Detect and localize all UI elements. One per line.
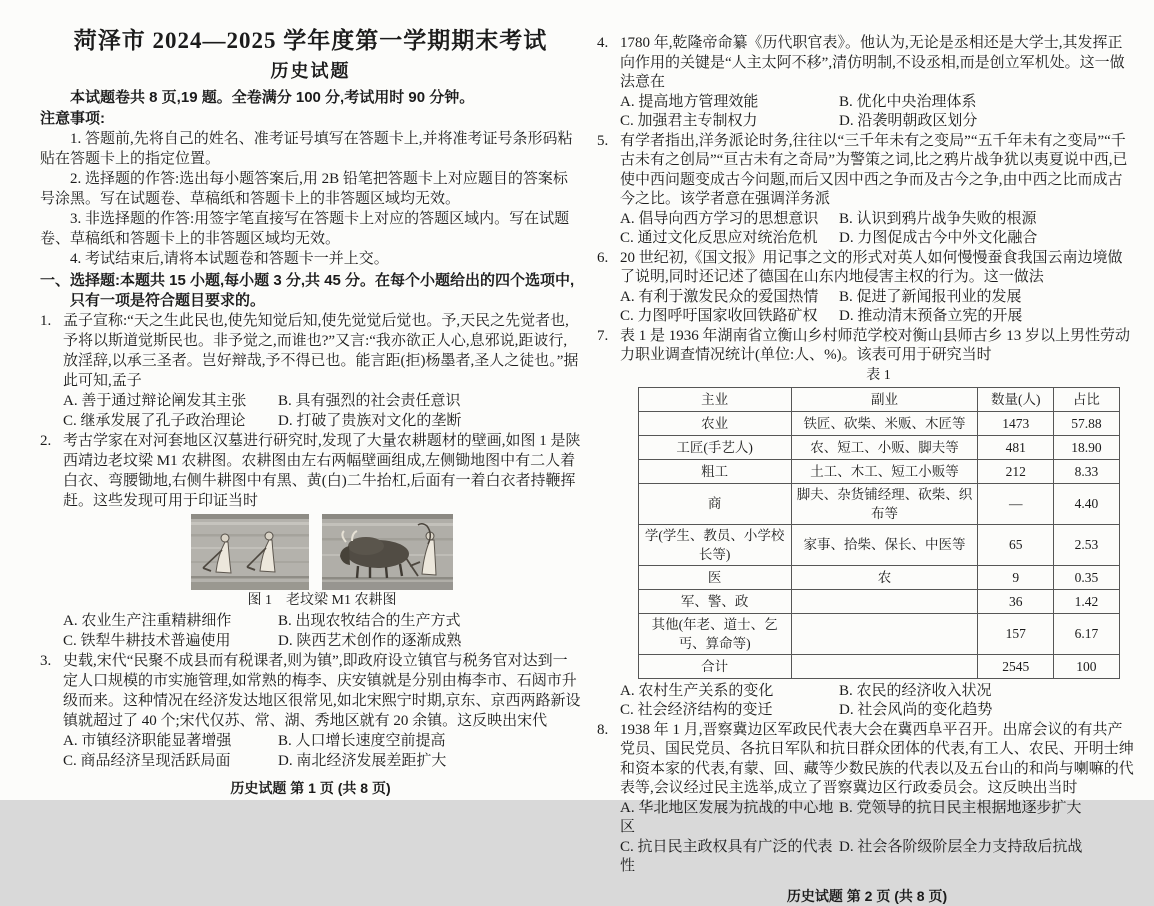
page-1-footer: 历史试题 第 1 页 (共 8 页) — [40, 778, 581, 798]
notes-heading: 注意事项: — [40, 109, 581, 129]
cell-count: 157 — [978, 613, 1054, 654]
cell-main: 农业 — [638, 411, 791, 435]
question-3 — [40, 651, 581, 771]
col-count: 数量(人) — [978, 387, 1054, 411]
notice-item-4: 4. 考试结束后,请将本试题卷和答题卡一并上交。 — [40, 249, 581, 269]
question-5-option-b: B. 认识到鸦片战争失败的根源 — [839, 210, 1137, 230]
question-7-number: 7. — [597, 327, 608, 347]
question-4-option-a: A. 提高地方管理效能 — [620, 93, 839, 113]
cell-count: 481 — [978, 435, 1054, 459]
question-8-stem: 1938 年 1 月,晋察冀边区军政民代表大会在冀西阜平召开。出席会议的有共产党员、国民党员、各抗日军队和抗日群众团体的代表,有工人、农民、开明士绅和资本家的代表,有蒙、回、藏等少数民族的代表以及五台山的和尚与喇嘛的代表等,会议经过民主选举,成立了晋察冀边区行政委员会。这反映出当时 — [620, 722, 1134, 797]
question-8 — [597, 721, 1137, 877]
question-8-option-d: D. 社会各阶级阶层全力支持敌后抗战 — [839, 838, 1137, 877]
col-side-occupation: 副业 — [791, 387, 977, 411]
question-6-option-b: B. 促进了新闻报刊业的发展 — [839, 288, 1137, 308]
table-1-header-row — [638, 387, 1119, 411]
question-6-option-a: A. 有利于激发民众的爱国热情 — [620, 288, 839, 308]
cell-side: 脚夫、杂货铺经理、砍柴、织布等 — [791, 483, 977, 524]
exam-subtitle: 历史试题 — [40, 58, 581, 84]
cell-side — [791, 613, 977, 654]
cell-percent: 2.53 — [1054, 524, 1119, 565]
question-4 — [597, 34, 1137, 132]
col-main-occupation: 主业 — [638, 387, 791, 411]
table-row — [638, 435, 1119, 459]
question-8-option-a: A. 华北地区发展为抗战的中心地区 — [620, 799, 839, 838]
notice-item-3: 3. 非选择题的作答:用签字笔直接写在答题卡上对应的答题区域内。写在试题卷、草稿纸和答题卡上的非答题区域均无效。 — [40, 209, 581, 249]
mural-hoeing-panel — [191, 514, 309, 590]
cell-main: 合计 — [638, 654, 791, 678]
question-4-stem: 1780 年,乾隆帝命纂《历代职官表》。他认为,无论是丞相还是大学士,其发挥正向作用的关键是“人主太阿不移”,清仿明制,不设丞相,而是创立军机处。这一做法意在 — [620, 35, 1125, 90]
cell-main: 商 — [638, 483, 791, 524]
cell-percent: 8.33 — [1054, 459, 1119, 483]
table-row — [638, 459, 1119, 483]
question-5-option-c: C. 通过文化反思应对统治危机 — [620, 229, 839, 249]
cell-side: 家事、拾柴、保长、中医等 — [791, 524, 977, 565]
question-7-options — [620, 682, 1137, 721]
question-5-number: 5. — [597, 132, 608, 152]
question-8-number: 8. — [597, 721, 608, 741]
cell-main: 医 — [638, 565, 791, 589]
cell-side: 农、短工、小贩、脚夫等 — [791, 435, 977, 459]
cell-side: 铁匠、砍柴、米贩、木匠等 — [791, 411, 977, 435]
question-6-options — [620, 288, 1137, 327]
cell-side: 土工、木工、短工小贩等 — [791, 459, 977, 483]
cell-percent: 6.17 — [1054, 613, 1119, 654]
table-row — [638, 565, 1119, 589]
question-2-option-b: B. 出现农牧结合的生产方式 — [278, 611, 581, 631]
question-6-option-c: C. 力图呼吁国家收回铁路矿权 — [620, 307, 839, 327]
question-1-option-c: C. 继承发展了孔子政治理论 — [63, 411, 278, 431]
cell-percent: 57.88 — [1054, 411, 1119, 435]
notice-item-1: 1. 答题前,先将自己的姓名、准考证号填写在答题卡上,并将准考证号条形码粘贴在答题卡上的指定位置。 — [40, 129, 581, 169]
question-2-option-a: A. 农业生产注重精耕细作 — [63, 611, 278, 631]
question-1-stem: 孟子宣称:“天之生此民也,使先知觉后知,使先觉觉后觉也。予,天民之先觉者也,予将以斯道觉斯民也。非予觉之,而谁也?”又言:“我亦欲正人心,息邪说,距诐行,放淫辞,以承三圣者。岂好辩哉,予不得已也。能言距(拒)杨墨者,圣人之徒也。”据此可知,孟子 — [63, 313, 578, 389]
question-5 — [597, 132, 1137, 249]
question-5-option-a: A. 倡导向西方学习的思想意识 — [620, 210, 839, 230]
question-4-number: 4. — [597, 34, 608, 54]
table-1 — [638, 387, 1120, 679]
question-5-options — [620, 210, 1137, 249]
question-1-option-a: A. 善于通过辩论阐发其主张 — [63, 391, 278, 411]
cell-count: 1473 — [978, 411, 1054, 435]
figure-1 — [63, 514, 581, 590]
cell-main: 粗工 — [638, 459, 791, 483]
cell-percent: 1.42 — [1054, 589, 1119, 613]
table-total-row — [638, 654, 1119, 678]
question-3-stem: 史载,宋代“民聚不成县而有税课者,则为镇”,即政府设立镇官与税务官对达到一定人口规模的市实施管理,如常熟的梅李、庆安镇就是分别由梅李市、石闼市升级而来。这种情况在经济发达地区很常见,如北宋熙宁时期,京东、京西两路新设镇就超过了 40 个;宋代仅苏、常、湖、秀地区就有 20 余镇。这反映出宋代 — [63, 653, 581, 729]
question-6-stem: 20 世纪初,《国文报》用记事之文的形式对英人如何慢慢蚕食我国云南边境做了说明,同时还记述了德国在山东内地侵害主权的行为。这一做法 — [620, 250, 1123, 286]
question-8-options — [620, 799, 1137, 877]
cell-percent: 18.90 — [1054, 435, 1119, 459]
question-2-option-d: D. 陕西艺术创作的逐渐成熟 — [278, 631, 581, 651]
question-6-number: 6. — [597, 249, 608, 269]
question-3-option-a: A. 市镇经济职能显著增强 — [63, 731, 278, 751]
table-row — [638, 613, 1119, 654]
cell-percent: 4.40 — [1054, 483, 1119, 524]
cell-side — [791, 654, 977, 678]
question-1-option-d: D. 打破了贵族对文化的垄断 — [278, 411, 581, 431]
question-7 — [597, 327, 1137, 721]
figure-1-caption: 图 1 老坟梁 M1 农耕图 — [63, 591, 581, 610]
question-2-option-c: C. 铁犁牛耕技术普遍使用 — [63, 631, 278, 651]
exam-title: 菏泽市 2024—2025 学年度第一学期期末考试 — [40, 26, 581, 56]
question-7-option-d: D. 社会风尚的变化趋势 — [839, 701, 1137, 721]
question-2 — [40, 431, 581, 651]
question-4-option-d: D. 沿袭明朝政区划分 — [839, 112, 1137, 132]
question-3-options — [63, 731, 581, 771]
question-7-option-b: B. 农民的经济收入状况 — [839, 682, 1137, 702]
question-3-option-d: D. 南北经济发展差距扩大 — [278, 751, 581, 771]
cell-count: 9 — [978, 565, 1054, 589]
cell-count: — — [978, 483, 1054, 524]
page-1 — [40, 0, 581, 826]
table-row — [638, 411, 1119, 435]
table-row — [638, 483, 1119, 524]
table-row — [638, 524, 1119, 565]
cell-side — [791, 589, 977, 613]
cell-count: 212 — [978, 459, 1054, 483]
question-2-stem: 考古学家在对河套地区汉墓进行研究时,发现了大量农耕题材的壁画,如图 1 是陕西靖边老坟梁 M1 农耕图。农耕图由左右两幅壁画组成,左侧锄地图中有二人着白衣、弯腰锄地,右侧牛耕图中有黑、黄(白)二牛抬杠,后面有一着白衣者持鞭挥赶。这些发现可用于印证当时 — [63, 433, 581, 509]
table-row — [638, 589, 1119, 613]
question-5-stem: 有学者指出,洋务派论时务,往往以“三千年未有之变局”“五千年未有之变局”“千古未有之创局”“亘古未有之奇局”为警策之词,比之鸦片战争犹以夷夏说中西,已使中西问题变成古今问题,而后又因中西之争而及古今之争,由中西之比而成古今之比。该学者意在强调洋务派 — [620, 133, 1127, 208]
question-2-options — [63, 611, 581, 651]
question-4-options — [620, 93, 1137, 132]
question-1-options — [63, 391, 581, 431]
page-2-footer: 历史试题 第 2 页 (共 8 页) — [597, 887, 1137, 906]
page-2 — [597, 0, 1137, 834]
question-1 — [40, 311, 581, 431]
question-7-option-a: A. 农村生产关系的变化 — [620, 682, 839, 702]
question-2-number: 2. — [40, 431, 51, 451]
notice-item-2: 2. 选择题的作答:选出每小题答案后,用 2B 铅笔把答题卡上对应题目的答案标号涂黑。写在试题卷、草稿纸和答题卡上的非答题区域均无效。 — [40, 169, 581, 209]
question-3-option-c: C. 商品经济呈现活跃局面 — [63, 751, 278, 771]
question-5-option-d: D. 力图促成古今中外文化融合 — [839, 229, 1137, 249]
question-1-number: 1. — [40, 311, 51, 331]
question-8-option-b: B. 党领导的抗日民主根据地逐步扩大 — [839, 799, 1137, 838]
section-1-heading: 一、选择题:本题共 15 小题,每小题 3 分,共 45 分。在每个小题给出的四个选项中,只有一项是符合题目要求的。 — [40, 271, 581, 311]
question-3-number: 3. — [40, 651, 51, 671]
question-7-stem: 表 1 是 1936 年湖南省立衡山乡村师范学校对衡山县师古乡 13 岁以上男性劳动力职业调查情况统计(单位:人、%)。该表可用于研究当时 — [620, 328, 1130, 364]
question-4-option-b: B. 优化中央治理体系 — [839, 93, 1137, 113]
question-7-option-c: C. 社会经济结构的变迁 — [620, 701, 839, 721]
cell-count: 65 — [978, 524, 1054, 565]
question-4-option-c: C. 加强君主专制权力 — [620, 112, 839, 132]
question-6-option-d: D. 推动清末预备立宪的开展 — [839, 307, 1137, 327]
exam-info-line: 本试题卷共 8 页,19 题。全卷满分 100 分,考试用时 90 分钟。 — [40, 88, 581, 108]
col-percent: 占比 — [1054, 387, 1119, 411]
question-6 — [597, 249, 1137, 327]
cell-main: 军、警、政 — [638, 589, 791, 613]
cell-percent: 100 — [1054, 654, 1119, 678]
question-8-option-c: C. 抗日民主政权具有广泛的代表性 — [620, 838, 839, 877]
cell-main: 学(学生、教员、小学校长等) — [638, 524, 791, 565]
cell-side: 农 — [791, 565, 977, 589]
question-3-option-b: B. 人口增长速度空前提高 — [278, 731, 581, 751]
cell-main: 其他(年老、道士、乞丐、算命等) — [638, 613, 791, 654]
question-1-option-b: B. 具有强烈的社会责任意识 — [278, 391, 581, 411]
cell-count: 36 — [978, 589, 1054, 613]
table-1-label: 表 1 — [620, 367, 1137, 385]
cell-main: 工匠(手艺人) — [638, 435, 791, 459]
mural-plowing-panel — [322, 514, 453, 590]
cell-count: 2545 — [978, 654, 1054, 678]
cell-percent: 0.35 — [1054, 565, 1119, 589]
